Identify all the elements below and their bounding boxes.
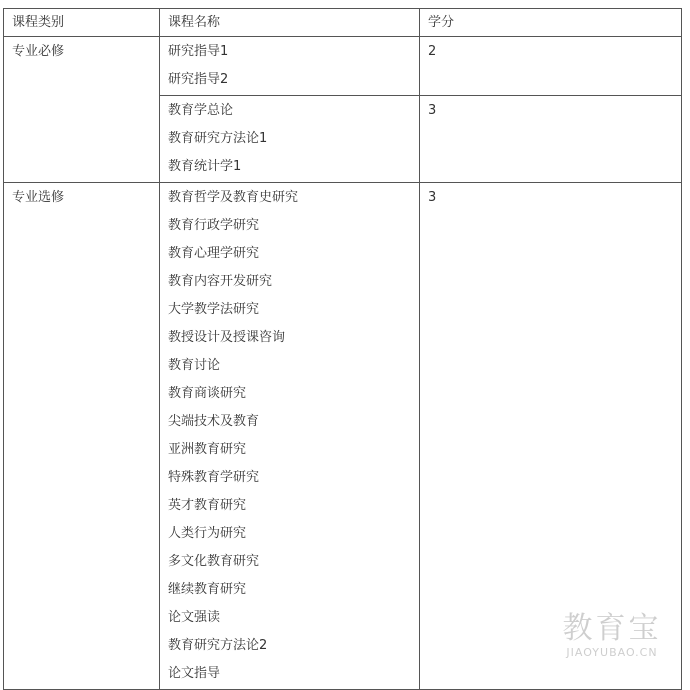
credits-value: 3	[428, 190, 437, 205]
course-item: 研究指导1	[168, 44, 229, 59]
course-item: 论文指导	[168, 666, 221, 681]
course-list-cell	[160, 183, 420, 690]
course-item: 教育讨论	[168, 358, 221, 373]
course-item: 教育研究方法论2	[168, 638, 268, 653]
course-item: 教育商谈研究	[168, 386, 247, 401]
course-item: 大学教学法研究	[168, 302, 260, 317]
course-item: 论文强读	[168, 610, 221, 625]
watermark-domain: JIAOYUBAO.CN	[566, 646, 658, 659]
watermark-logo-text: 教育宝	[562, 611, 662, 646]
credits-cell	[420, 37, 682, 96]
header-row	[4, 9, 682, 37]
credits-value: 2	[428, 44, 437, 59]
course-item: 多文化教育研究	[168, 554, 260, 569]
course-item: 教育行政学研究	[168, 218, 260, 233]
category-cell-elective	[4, 183, 160, 690]
table-row	[4, 37, 682, 96]
course-item: 教授设计及授课咨询	[168, 330, 286, 345]
category-label: 专业选修	[12, 190, 65, 205]
course-item: 教育内容开发研究	[168, 274, 273, 289]
course-item: 教育统计学1	[168, 159, 242, 174]
category-label: 专业必修	[12, 44, 65, 59]
course-item: 教育研究方法论1	[168, 131, 268, 146]
course-item: 教育哲学及教育史研究	[168, 190, 299, 205]
header-category: 课程类别	[4, 9, 160, 37]
table-row	[4, 183, 682, 690]
course-item: 研究指导2	[168, 72, 229, 87]
course-item: 尖端技术及教育	[168, 414, 260, 429]
course-item: 英才教育研究	[168, 498, 247, 513]
credits-cell	[420, 96, 682, 183]
course-item: 教育学总论	[168, 103, 234, 118]
course-item: 教育心理学研究	[168, 246, 260, 261]
credits-value: 3	[428, 103, 437, 118]
course-item: 亚洲教育研究	[168, 442, 247, 457]
course-table	[3, 8, 682, 690]
course-item: 继续教育研究	[168, 582, 247, 597]
header-course-name: 课程名称	[160, 9, 420, 37]
course-list-cell	[160, 37, 420, 96]
header-credits: 学分	[420, 9, 682, 37]
credits-cell	[420, 183, 682, 690]
course-list-cell	[160, 96, 420, 183]
course-item: 人类行为研究	[168, 526, 247, 541]
category-cell-required	[4, 37, 160, 183]
course-item: 特殊教育学研究	[168, 470, 260, 485]
